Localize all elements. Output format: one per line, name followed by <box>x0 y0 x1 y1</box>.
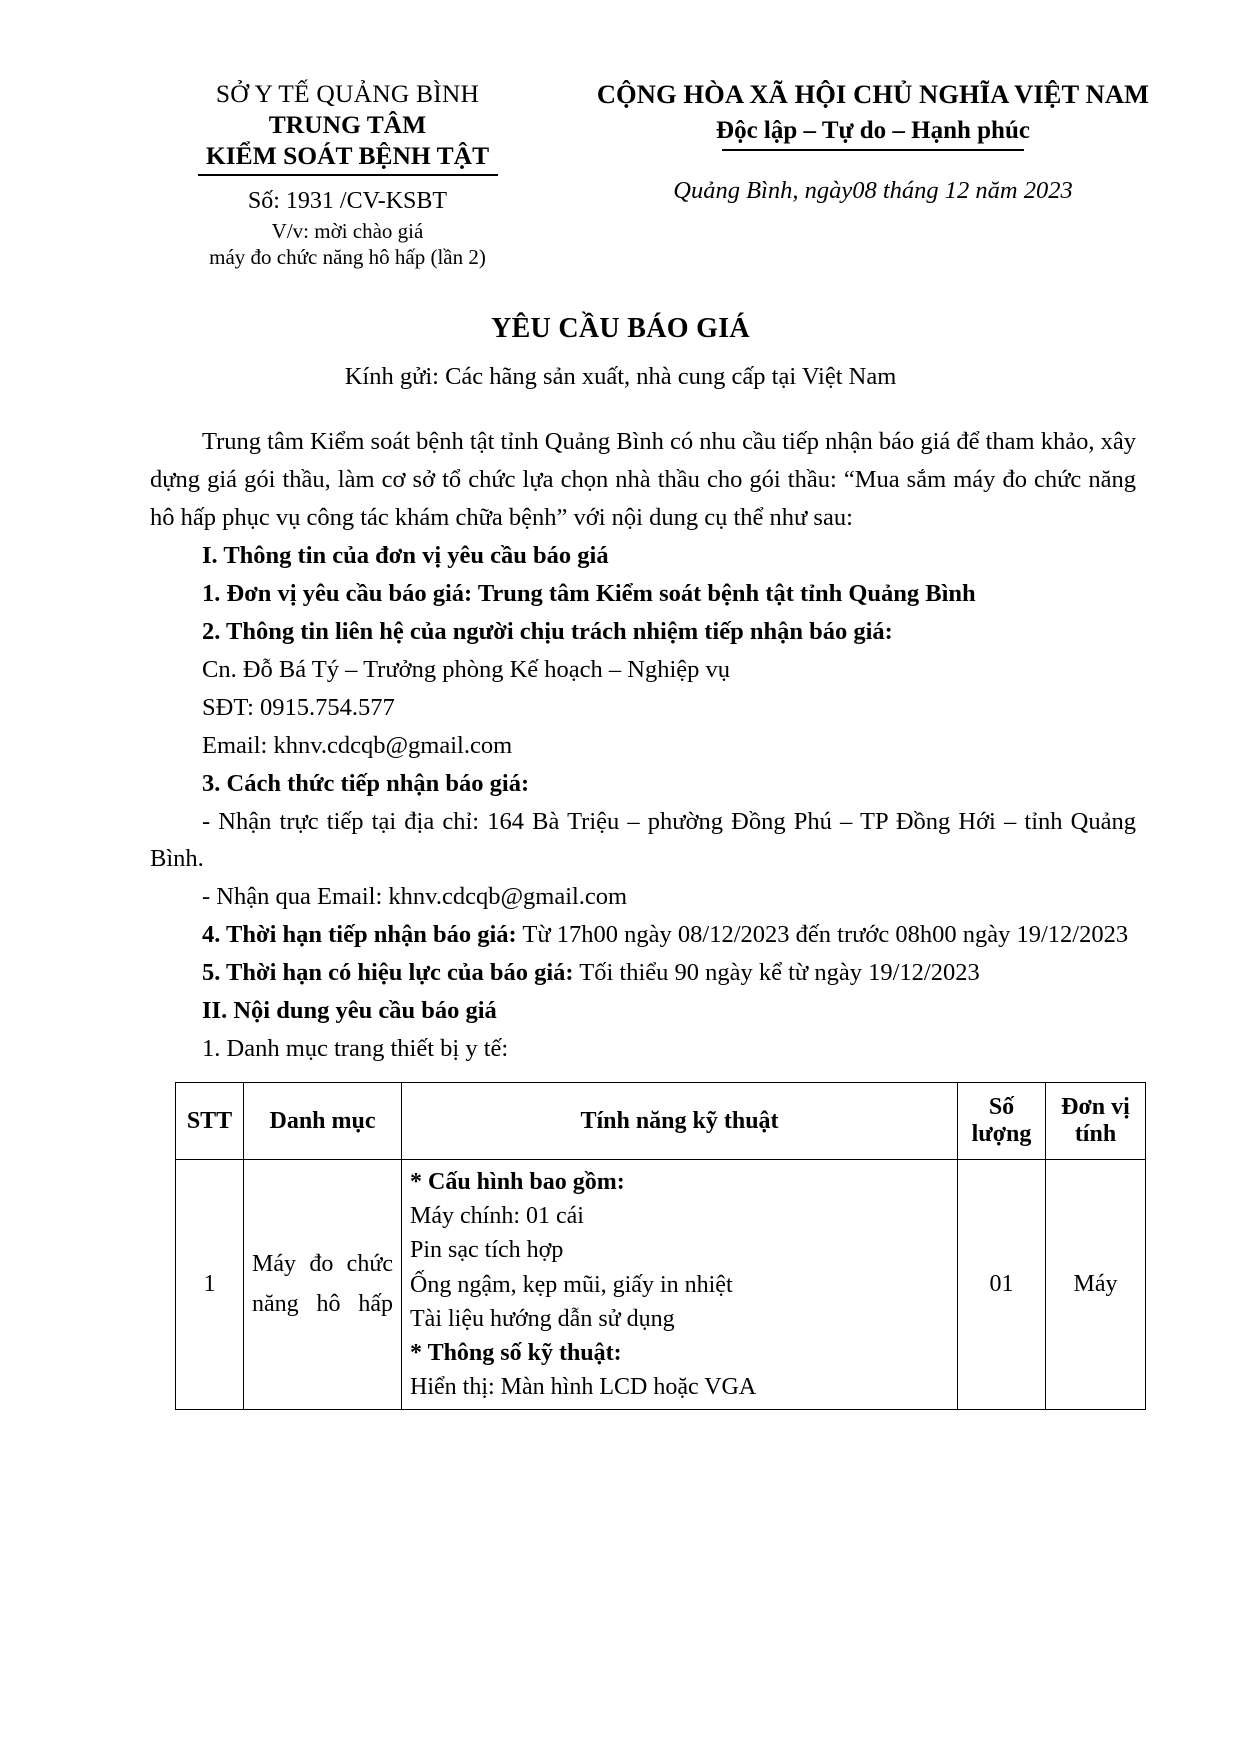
spec-line: Máy chính: 01 cái <box>410 1203 584 1230</box>
item-2-label: 2. Thông tin liên hệ của người chịu trách nhiệm tiếp nhận báo giá: <box>202 617 893 645</box>
subject-line-1: V/v: mời chào giá <box>271 218 424 243</box>
item-1-paragraph <box>150 575 1136 613</box>
intro-paragraph: Trung tâm Kiểm soát bệnh tật tỉnh Quảng Bình có nhu cầu tiếp nhận báo giá để tham khảo, xây dựng giá gói thầu, làm cơ sở tổ chức lựa chọn nhà thầu cho gói thầu: “Mua sắm máy đo chức năng hô hấp phục vụ công tác khám chữa bệnh” với nội dung cụ thể như sau: <box>150 427 1136 531</box>
issuing-organization-block <box>150 78 545 271</box>
item-4-label: 4. Thời hạn tiếp nhận báo giá: <box>202 921 517 949</box>
cell-don-vi: Máy <box>1046 1160 1146 1410</box>
document-number: Số: 1931 /CV-KSBT <box>247 188 448 215</box>
item-3-label: 3. Cách thức tiếp nhận báo giá: <box>202 769 530 797</box>
item-3-line-1: - Nhận trực tiếp tại địa chỉ: 164 Bà Triệu – phường Đồng Phú – TP Đồng Hới – tỉnh Quảng Bình. <box>150 807 1136 873</box>
document-body <box>150 423 1136 1068</box>
spec-line: Ống ngậm, kẹp mũi, giấy in nhiệt <box>410 1271 733 1298</box>
cell-danh-muc: Máy đo chức năng hô hấp <box>244 1160 402 1410</box>
cell-stt: 1 <box>176 1160 244 1410</box>
so-luong-line-2: lượng <box>971 1121 1032 1148</box>
document-header <box>0 0 1241 271</box>
organization-divider <box>198 174 498 176</box>
contact-phone: SĐT: 0915.754.577 <box>202 693 395 721</box>
department-name: SỞ Y TẾ QUẢNG BÌNH <box>215 79 480 108</box>
column-header-danh-muc: Danh mục <box>244 1083 402 1160</box>
national-title: CỘNG HÒA XÃ HỘI CHỦ NGHĨA VIỆT NAM <box>596 79 1150 109</box>
item-4-paragraph <box>150 916 1136 954</box>
national-motto: Độc lập – Tự do – Hạnh phúc <box>716 117 1030 145</box>
item-1-value: Trung tâm Kiểm soát bệnh tật tỉnh Quảng Bình <box>472 579 976 607</box>
center-name-line2: KIỂM SOÁT BỆNH TẬT <box>205 141 490 171</box>
national-motto-wrap <box>545 110 1201 151</box>
column-header-don-vi <box>1046 1083 1146 1160</box>
item-5-paragraph <box>150 954 1136 992</box>
item-4-value: Từ 17h00 ngày 08/12/2023 đến trước 08h00 ngày 19/12/2023 <box>516 921 1129 949</box>
item-3-line-2: - Nhận qua Email: khnv.cdcqb@gmail.com <box>202 883 628 911</box>
spec-line: Tài liệu hướng dẫn sử dụng <box>410 1305 675 1332</box>
equipment-table-wrap <box>175 1082 1146 1410</box>
subject-line-2: máy đo chức năng hô hấp (lần 2) <box>209 245 486 270</box>
cell-tinh-nang <box>402 1160 958 1410</box>
motto-divider <box>722 149 1024 151</box>
column-header-so-luong <box>958 1083 1046 1160</box>
item-5-label: 5. Thời hạn có hiệu lực của báo giá: <box>202 959 574 987</box>
don-vi-line-2: tính <box>1074 1121 1117 1148</box>
section-heading-i: I. Thông tin của đơn vị yêu cầu báo giá <box>202 541 609 569</box>
spec-line: * Thông số kỹ thuật: <box>410 1339 622 1366</box>
national-heading-block <box>545 78 1201 206</box>
item-ii-1: 1. Danh mục trang thiết bị y tế: <box>202 1035 509 1063</box>
spec-line: * Cấu hình bao gồm: <box>410 1169 625 1196</box>
table-header <box>176 1083 1146 1160</box>
place-and-date: Quảng Bình, ngày08 tháng 12 năm 2023 <box>673 176 1073 204</box>
spec-line: Pin sạc tích hợp <box>410 1237 564 1264</box>
center-name-line1: TRUNG TÂM <box>268 110 427 140</box>
don-vi-line-1: Đơn vị <box>1061 1094 1130 1121</box>
table-body <box>176 1160 1146 1410</box>
equipment-table <box>175 1082 1146 1410</box>
spec-line: Hiển thị: Màn hình LCD hoặc VGA <box>410 1373 757 1400</box>
item-5-value: Tối thiểu 90 ngày kể từ ngày 19/12/2023 <box>573 959 980 987</box>
table-row <box>176 1160 1146 1410</box>
column-header-stt: STT <box>176 1083 244 1160</box>
section-heading-ii: II. Nội dung yêu cầu báo giá <box>202 997 497 1025</box>
page-title: YÊU CẦU BÁO GIÁ <box>491 312 750 344</box>
contact-name: Cn. Đỗ Bá Tý – Trưởng phòng Kế hoạch – Nghiệp vụ <box>202 655 731 683</box>
contact-email: Email: khnv.cdcqb@gmail.com <box>202 731 513 759</box>
recipient-line: Kính gửi: Các hãng sản xuất, nhà cung cấp tại Việt Nam <box>344 362 897 390</box>
column-header-tinh-nang: Tính năng kỹ thuật <box>402 1083 958 1160</box>
item-1-label: 1. Đơn vị yêu cầu báo giá: <box>202 579 473 607</box>
table-header-row <box>176 1083 1146 1160</box>
so-luong-line-1: Số <box>988 1094 1015 1121</box>
cell-so-luong: 01 <box>958 1160 1046 1410</box>
